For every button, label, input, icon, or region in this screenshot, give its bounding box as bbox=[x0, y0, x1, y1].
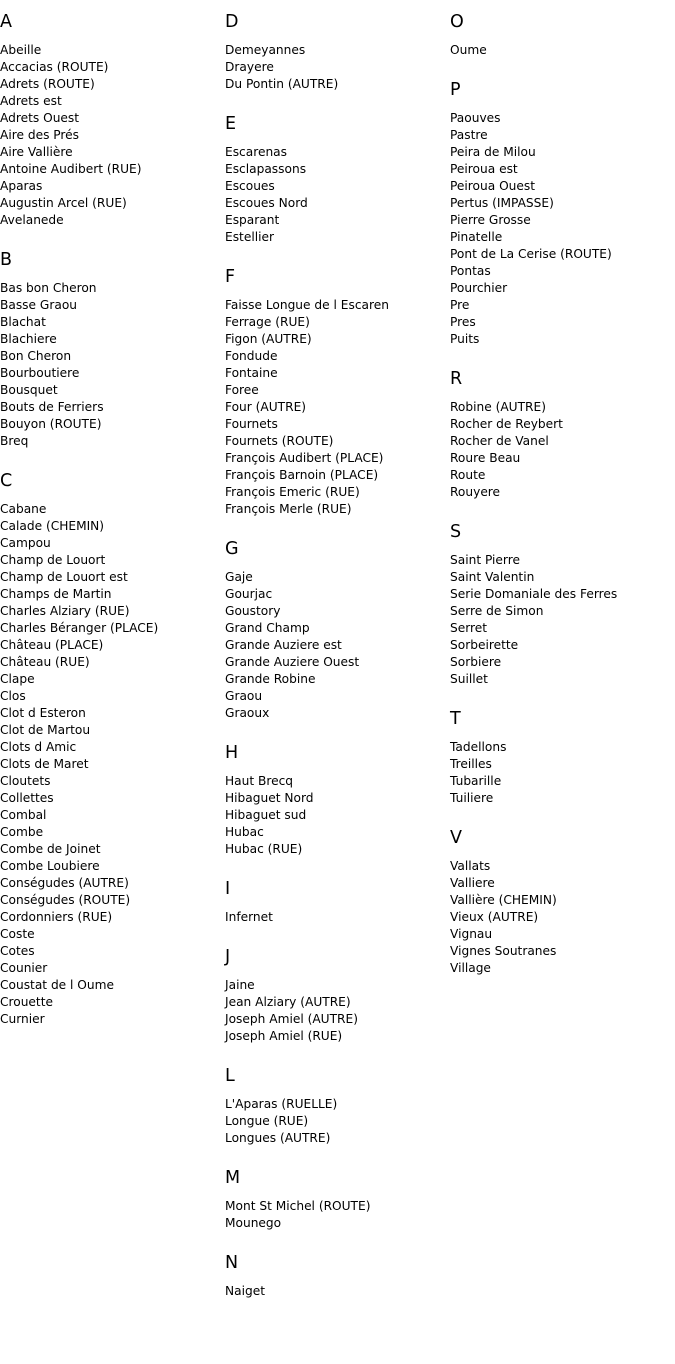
street-link[interactable]: Jean Alziary (AUTRE) bbox=[225, 995, 351, 1009]
street-link[interactable]: Aparas bbox=[0, 179, 43, 193]
street-link[interactable]: Naiget bbox=[225, 1284, 265, 1298]
street-link[interactable]: Conségudes (AUTRE) bbox=[0, 876, 129, 890]
street-link[interactable]: Augustin Arcel (RUE) bbox=[0, 196, 127, 210]
street-link[interactable]: Clots d Amic bbox=[0, 740, 77, 754]
street-link[interactable]: Clot de Martou bbox=[0, 723, 91, 737]
street-link[interactable]: François Emeric (RUE) bbox=[225, 485, 360, 499]
group-letter-heading: S bbox=[450, 522, 462, 542]
street-link[interactable]: Bas bon Cheron bbox=[0, 281, 97, 295]
street-link[interactable]: Counier bbox=[0, 961, 48, 975]
street-link[interactable]: Adrets est bbox=[0, 94, 62, 108]
street-index-column-1 bbox=[0, 10, 220, 1047]
street-link[interactable]: Pertus (IMPASSE) bbox=[450, 196, 554, 210]
street-link[interactable]: Suillet bbox=[450, 672, 488, 686]
street-link[interactable]: Conségudes (ROUTE) bbox=[0, 893, 131, 907]
street-link[interactable]: Joseph Amiel (RUE) bbox=[225, 1029, 343, 1043]
street-link[interactable]: Pinatelle bbox=[450, 230, 503, 244]
group-letter-heading: C bbox=[0, 471, 13, 491]
street-link[interactable]: L'Aparas (RUELLE) bbox=[225, 1097, 338, 1111]
street-link[interactable]: Paouves bbox=[450, 111, 501, 125]
letter-group bbox=[225, 945, 445, 1045]
street-list bbox=[450, 110, 670, 348]
street-link[interactable]: Vallière (CHEMIN) bbox=[450, 893, 557, 907]
group-letter-heading: L bbox=[225, 1066, 235, 1086]
street-link[interactable]: Fournets (ROUTE) bbox=[225, 434, 334, 448]
street-link[interactable]: Mont St Michel (ROUTE) bbox=[225, 1199, 371, 1213]
street-list bbox=[450, 552, 670, 688]
street-link[interactable]: Hubac (RUE) bbox=[225, 842, 303, 856]
street-link[interactable]: Champ de Louort bbox=[0, 553, 106, 567]
group-letter-heading: R bbox=[450, 369, 463, 389]
street-link[interactable]: Puits bbox=[450, 332, 480, 346]
street-link[interactable]: Champ de Louort est bbox=[0, 570, 128, 584]
street-link[interactable]: Pastre bbox=[450, 128, 488, 142]
group-letter-heading: P bbox=[450, 80, 461, 100]
street-link[interactable]: Escoues Nord bbox=[225, 196, 308, 210]
street-link[interactable]: Pont de La Cerise (ROUTE) bbox=[450, 247, 612, 261]
street-link[interactable]: Adrets (ROUTE) bbox=[0, 77, 95, 91]
street-link[interactable]: Fontaine bbox=[225, 366, 278, 380]
street-link[interactable]: Infernet bbox=[225, 910, 273, 924]
street-index-column-3 bbox=[450, 10, 670, 996]
street-link[interactable]: François Merle (RUE) bbox=[225, 502, 352, 516]
street-link[interactable]: Jaine bbox=[225, 978, 255, 992]
street-list bbox=[450, 399, 670, 501]
street-link[interactable]: Bouyon (ROUTE) bbox=[0, 417, 102, 431]
group-letter-heading: T bbox=[450, 709, 461, 729]
street-link[interactable]: Bouts de Ferriers bbox=[0, 400, 104, 414]
street-link[interactable]: Cloutets bbox=[0, 774, 51, 788]
letter-group bbox=[450, 707, 670, 807]
street-link[interactable]: Château (RUE) bbox=[0, 655, 90, 669]
street-link[interactable]: Graoux bbox=[225, 706, 270, 720]
letter-group bbox=[225, 112, 445, 246]
street-link[interactable]: Château (PLACE) bbox=[0, 638, 104, 652]
street-link[interactable]: Clots de Maret bbox=[0, 757, 89, 771]
street-link[interactable]: Figon (AUTRE) bbox=[225, 332, 312, 346]
street-link[interactable]: Hibaguet Nord bbox=[225, 791, 314, 805]
street-link[interactable]: Tubarille bbox=[450, 774, 502, 788]
street-link[interactable]: Rocher de Vanel bbox=[450, 434, 549, 448]
street-link[interactable]: Roure Beau bbox=[450, 451, 521, 465]
street-link[interactable]: Pourchier bbox=[450, 281, 508, 295]
street-link[interactable]: Du Pontin (AUTRE) bbox=[225, 77, 339, 91]
street-link[interactable]: Drayere bbox=[225, 60, 274, 74]
street-link[interactable]: Vignes Soutranes bbox=[450, 944, 557, 958]
street-link[interactable]: Tuiliere bbox=[450, 791, 494, 805]
street-link[interactable]: Combe bbox=[0, 825, 44, 839]
street-link[interactable]: Clape bbox=[0, 672, 35, 686]
group-letter-heading: F bbox=[225, 267, 236, 287]
street-link[interactable]: Rouyere bbox=[450, 485, 501, 499]
street-link[interactable]: Combe de Joinet bbox=[0, 842, 101, 856]
street-link[interactable]: Sorbiere bbox=[450, 655, 502, 669]
street-link[interactable]: Vallats bbox=[450, 859, 491, 873]
street-link[interactable]: Oume bbox=[450, 43, 487, 57]
street-link[interactable]: Faisse Longue de l Escaren bbox=[225, 298, 389, 312]
street-list bbox=[0, 280, 220, 450]
group-letter-heading: N bbox=[225, 1253, 239, 1273]
street-link[interactable]: Blachiere bbox=[0, 332, 57, 346]
street-link[interactable]: Escoues bbox=[225, 179, 275, 193]
letter-group bbox=[225, 1064, 445, 1147]
street-list bbox=[225, 42, 445, 93]
street-link[interactable]: Saint Pierre bbox=[450, 553, 520, 567]
street-link[interactable]: Crouette bbox=[0, 995, 53, 1009]
street-link[interactable]: Estellier bbox=[225, 230, 274, 244]
street-link[interactable]: Sorbeirette bbox=[450, 638, 519, 652]
letter-group bbox=[225, 10, 445, 93]
letter-group bbox=[450, 520, 670, 688]
street-link[interactable]: Cordonniers (RUE) bbox=[0, 910, 113, 924]
street-link[interactable]: Serre de Simon bbox=[450, 604, 544, 618]
street-link[interactable]: Foree bbox=[225, 383, 259, 397]
street-link[interactable]: Gourjac bbox=[225, 587, 273, 601]
street-list bbox=[225, 977, 445, 1045]
street-link[interactable]: Vieux (AUTRE) bbox=[450, 910, 539, 924]
street-list bbox=[225, 773, 445, 858]
group-letter-heading: E bbox=[225, 114, 237, 134]
street-list bbox=[225, 909, 445, 926]
street-link[interactable]: Champs de Martin bbox=[0, 587, 112, 601]
street-link[interactable]: Aire Vallière bbox=[0, 145, 73, 159]
street-link[interactable]: Pontas bbox=[450, 264, 491, 278]
street-link[interactable]: Curnier bbox=[0, 1012, 45, 1026]
street-link[interactable]: Goustory bbox=[225, 604, 281, 618]
street-link[interactable]: Combal bbox=[0, 808, 47, 822]
letter-group bbox=[0, 469, 220, 1028]
street-link[interactable]: Joseph Amiel (AUTRE) bbox=[225, 1012, 358, 1026]
street-link[interactable]: Gaje bbox=[225, 570, 253, 584]
street-link[interactable]: Rocher de Reybert bbox=[450, 417, 563, 431]
street-list bbox=[225, 1198, 445, 1232]
street-list bbox=[450, 739, 670, 807]
street-list bbox=[225, 297, 445, 518]
group-letter-heading: M bbox=[225, 1168, 241, 1188]
street-link[interactable]: Grande Auziere Ouest bbox=[225, 655, 360, 669]
street-link[interactable]: Bourboutiere bbox=[0, 366, 80, 380]
street-link[interactable]: Abeille bbox=[0, 43, 42, 57]
street-link[interactable]: Charles Béranger (PLACE) bbox=[0, 621, 159, 635]
group-letter-heading: B bbox=[0, 250, 13, 270]
street-link[interactable]: Accacias (ROUTE) bbox=[0, 60, 109, 74]
street-link[interactable]: Haut Brecq bbox=[225, 774, 294, 788]
group-letter-heading: A bbox=[0, 12, 12, 32]
street-link[interactable]: Escarenas bbox=[225, 145, 288, 159]
letter-group bbox=[0, 248, 220, 450]
street-list bbox=[225, 144, 445, 246]
street-link[interactable]: Mounego bbox=[225, 1216, 282, 1230]
street-list bbox=[0, 501, 220, 1028]
letter-group bbox=[0, 10, 220, 229]
letter-group bbox=[450, 10, 670, 59]
street-link[interactable]: Saint Valentin bbox=[450, 570, 535, 584]
street-link[interactable]: Calade (CHEMIN) bbox=[0, 519, 105, 533]
street-link[interactable]: Route bbox=[450, 468, 486, 482]
street-link[interactable]: François Barnoin (PLACE) bbox=[225, 468, 379, 482]
street-list bbox=[225, 569, 445, 722]
street-link[interactable]: Avelanede bbox=[0, 213, 64, 227]
letter-group bbox=[225, 1166, 445, 1232]
street-link[interactable]: Hubac bbox=[225, 825, 264, 839]
street-link[interactable]: Clot d Esteron bbox=[0, 706, 86, 720]
street-link[interactable]: Charles Alziary (RUE) bbox=[0, 604, 130, 618]
street-link[interactable]: Pierre Grosse bbox=[450, 213, 531, 227]
street-link[interactable]: Longues (AUTRE) bbox=[225, 1131, 331, 1145]
group-letter-heading: D bbox=[225, 12, 239, 32]
street-link[interactable]: Bon Cheron bbox=[0, 349, 72, 363]
street-link[interactable]: Peiroua Ouest bbox=[450, 179, 536, 193]
group-letter-heading: H bbox=[225, 743, 239, 763]
letter-group bbox=[225, 741, 445, 858]
street-link[interactable]: Bousquet bbox=[0, 383, 58, 397]
street-link[interactable]: Peira de Milou bbox=[450, 145, 536, 159]
street-link[interactable]: Cabane bbox=[0, 502, 47, 516]
street-link[interactable]: Grande Auziere est bbox=[225, 638, 342, 652]
street-list bbox=[225, 1283, 445, 1300]
street-link[interactable]: Fondude bbox=[225, 349, 278, 363]
street-link[interactable]: Treilles bbox=[450, 757, 492, 771]
letter-group bbox=[225, 537, 445, 722]
street-link[interactable]: Ferrage (RUE) bbox=[225, 315, 310, 329]
street-link[interactable]: Grande Robine bbox=[225, 672, 316, 686]
letter-group bbox=[225, 1251, 445, 1300]
street-link[interactable]: Combe Loubiere bbox=[0, 859, 100, 873]
street-link[interactable]: Campou bbox=[0, 536, 51, 550]
street-link[interactable]: Serret bbox=[450, 621, 488, 635]
street-link[interactable]: Basse Graou bbox=[0, 298, 78, 312]
street-link[interactable]: Demeyannes bbox=[225, 43, 306, 57]
street-link[interactable]: Tadellons bbox=[450, 740, 507, 754]
street-link[interactable]: Coustat de l Oume bbox=[0, 978, 114, 992]
street-link[interactable]: Graou bbox=[225, 689, 263, 703]
letter-group bbox=[450, 78, 670, 348]
street-list bbox=[450, 42, 670, 59]
street-list bbox=[450, 858, 670, 977]
street-link[interactable]: Antoine Audibert (RUE) bbox=[0, 162, 142, 176]
street-link[interactable]: Breq bbox=[0, 434, 29, 448]
street-link[interactable]: Cotes bbox=[0, 944, 35, 958]
group-letter-heading: G bbox=[225, 539, 239, 559]
street-link[interactable]: Village bbox=[450, 961, 491, 975]
letter-group bbox=[450, 367, 670, 501]
letter-group bbox=[450, 826, 670, 977]
street-link[interactable]: Four (AUTRE) bbox=[225, 400, 307, 414]
street-link[interactable]: Clos bbox=[0, 689, 26, 703]
street-link[interactable]: Esparant bbox=[225, 213, 280, 227]
group-letter-heading: O bbox=[450, 12, 464, 32]
street-link[interactable]: Pres bbox=[450, 315, 476, 329]
group-letter-heading: V bbox=[450, 828, 462, 848]
street-link[interactable]: Hibaguet sud bbox=[225, 808, 307, 822]
street-link[interactable]: Coste bbox=[0, 927, 35, 941]
street-link[interactable]: Pre bbox=[450, 298, 470, 312]
street-link[interactable]: Serie Domaniale des Ferres bbox=[450, 587, 618, 601]
street-link[interactable]: Peiroua est bbox=[450, 162, 518, 176]
street-list bbox=[0, 42, 220, 229]
street-link[interactable]: Fournets bbox=[225, 417, 278, 431]
street-link[interactable]: François Audibert (PLACE) bbox=[225, 451, 384, 465]
street-link[interactable]: Valliere bbox=[450, 876, 495, 890]
street-link[interactable]: Vignau bbox=[450, 927, 493, 941]
street-link[interactable]: Collettes bbox=[0, 791, 54, 805]
street-link[interactable]: Robine (AUTRE) bbox=[450, 400, 546, 414]
street-link[interactable]: Longue (RUE) bbox=[225, 1114, 309, 1128]
letter-group bbox=[225, 265, 445, 518]
street-link[interactable]: Grand Champ bbox=[225, 621, 310, 635]
letter-group bbox=[225, 877, 445, 926]
street-index-column-2 bbox=[225, 10, 445, 1319]
street-list bbox=[225, 1096, 445, 1147]
street-link[interactable]: Blachat bbox=[0, 315, 46, 329]
group-letter-heading: I bbox=[225, 879, 231, 899]
street-link[interactable]: Esclapassons bbox=[225, 162, 307, 176]
street-link[interactable]: Aire des Prés bbox=[0, 128, 80, 142]
street-link[interactable]: Adrets Ouest bbox=[0, 111, 80, 125]
group-letter-heading: J bbox=[225, 947, 231, 967]
